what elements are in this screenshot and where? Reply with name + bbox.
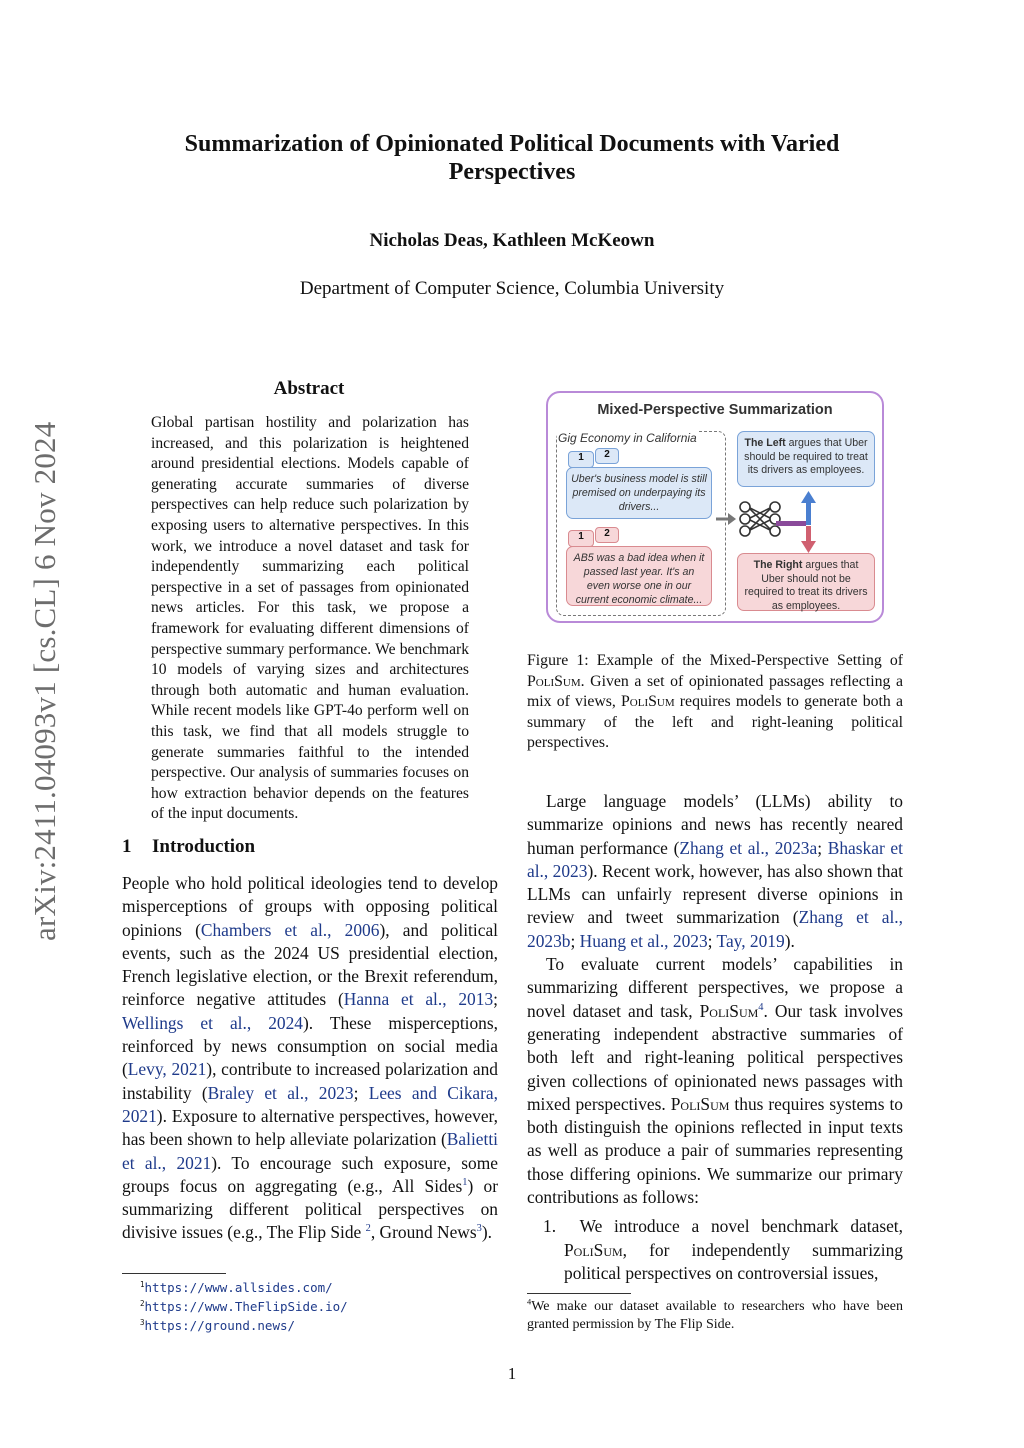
footnote-item: $^3$https://ground.news/	[140, 1317, 296, 1333]
list-item: 1. We introduce a novel benchmark dataset, PoliSum, for independently summarizing political perspectives on controversial issues,	[543, 1216, 903, 1283]
arxiv-stamp: arXiv:2411.04093v1 [cs.CL] 6 Nov 2024	[27, 421, 62, 941]
citation-link[interactable]: Bhaskar et al., 2023	[527, 837, 903, 881]
citation-link[interactable]: Zhang et al., 2023b	[527, 907, 903, 951]
footnote-marker[interactable]: 4	[758, 1001, 764, 1013]
intro-paragraph: People who hold political ideologies tend to develop misperceptions of groups with opposing political opinions (Chambers et al., 2006), and political events, such as the 2024 US presidential election, French legislative election, or the Brexit referendum, reinforce negative attitudes (Hanna et al., 2013; Wellings et al., 2024). These misperceptions, reinforced by news consumption on social media (Levy, 2021), contribute to increased polarization and instability (Braley et al., 2023; Lees and Cikara, 2021). Exposure to alternative perspectives, however, has been shown to help alleviate polarization (Balietti et al., 2021). To encourage such exposure, some groups focus on aggregating (e.g., All Sides$^1$) or summarizing different political perspectives on divisive issues (e.g., The Flip Side $^2$, Ground News$^3$).	[122, 873, 498, 1243]
footnote-url[interactable]: https://ground.news/	[144, 1318, 296, 1333]
citation-link[interactable]: Chambers et al., 2006	[200, 919, 380, 940]
figure-1	[546, 391, 884, 623]
footnote-right: $^4$We make our dataset available to researchers who have been granted permission by The Flip Side.	[527, 1297, 903, 1332]
figure-caption: Figure 1: Example of the Mixed-Perspective Setting of PoliSum. Given a set of opinionated passages reflecting a mix of views, PoliSum requires models to generate both a summary of the left and right-leaning political perspectives.	[527, 652, 903, 752]
page-number: 1	[507, 1364, 517, 1383]
footnote-url[interactable]: https://www.allsides.com/	[144, 1280, 333, 1295]
citation-link[interactable]: Braley et al., 2023	[207, 1082, 354, 1103]
passage-tab: 1	[568, 451, 594, 468]
paragraph: To evaluate current models’ capabilities in summarizing different perspectives, we propose a novel dataset and task, PoliSum$^4$. Our task involves generating independent abstractive summaries of both left and right-leaning political perspectives given collections of opinionated news passages with mixed perspectives. PoliSum thus requires systems to both distinguish the opinions reflected in input texts as well as produce a pair of summaries representing those differing opinions. We summarize our primary contributions as follows:	[527, 954, 903, 1208]
footnote-item: $^2$https://www.TheFlipSide.io/	[140, 1298, 348, 1314]
citation-link[interactable]: Balietti et al., 2021	[122, 1129, 498, 1173]
citation-link[interactable]: Hanna et al., 2013	[343, 989, 494, 1010]
footnote-rule	[527, 1293, 631, 1294]
footnote-rule	[122, 1273, 226, 1274]
footnote-marker[interactable]: 2	[365, 1223, 371, 1235]
topic-label: Gig Economy in California	[558, 431, 697, 445]
citation-link[interactable]: Wellings et al., 2024	[122, 1012, 303, 1033]
right-summary-box: The Right argues that Uber should not be required to treat its drivers as employees.	[737, 553, 875, 611]
abstract-heading: Abstract	[273, 378, 345, 399]
footnotes-left	[140, 1278, 348, 1335]
split-arrows-icon	[774, 489, 820, 555]
footnote-marker[interactable]: 1	[462, 1177, 468, 1189]
paragraph: Large language models’ (LLMs) ability to summarize opinions and news has recently neared human performance (Zhang et al., 2023a; Bhaskar et al., 2023). Recent work, however, has also shown that LLMs can unfairly represent diverse opinions in review and tweet summarization (Zhang et al., 2023b; Huang et al., 2023; Tay, 2019).	[527, 791, 904, 951]
passage-tab: 2	[595, 527, 619, 543]
citation-link[interactable]: Zhang et al., 2023a	[679, 837, 818, 858]
passage-tab: 2	[595, 448, 619, 464]
paper-title: Summarization of Opinionated Political Documents with Varied Perspectives	[184, 131, 840, 185]
footnote-item: $^1$https://www.allsides.com/	[140, 1279, 333, 1295]
citation-link[interactable]: Tay, 2019	[716, 930, 785, 951]
passage-card-left: Uber's business model is still premised on underpaying its drivers...	[566, 467, 712, 519]
passage-tab: 1	[568, 530, 594, 547]
authors: Nicholas Deas, Kathleen McKeown	[369, 230, 655, 251]
section-title: Introduction	[152, 836, 256, 857]
citation-link[interactable]: Levy, 2021	[127, 1059, 207, 1080]
contributions-list	[527, 1215, 903, 1285]
footnote-marker[interactable]: 3	[476, 1223, 482, 1235]
affiliation: Department of Computer Science, Columbia University	[299, 278, 725, 299]
figure-title: Mixed-Perspective Summarization	[597, 402, 833, 418]
passage-card-right: AB5 was a bad idea when it passed last year. It's an even worse one in our current economic climate...	[566, 546, 712, 606]
footnote-url[interactable]: https://www.TheFlipSide.io/	[144, 1299, 348, 1314]
abstract-text: Global partisan hostility and polarization has increased, and this polarization is heightened around presidential elections. Models capable of generating accurate summaries of diverse perspectives can help reduce such polarization by exposing users to alternative perspectives. In this work, we introduce a novel dataset and task for independently summarizing each political perspective in a set of passages from opinionated news articles. For this task, we propose a framework for evaluating different dimensions of perspective summary performance. We benchmark 10 models of varying sizes and architectures through both automatic and human evaluation. While recent models like GPT-4o perform well on this task, we find that all models struggle to generate summaries faithful to the intended perspective. Our analysis of summaries focuses on how extraction behavior depends on the features of the input documents.	[151, 414, 469, 823]
section-heading-introduction	[122, 836, 255, 858]
citation-link[interactable]: Huang et al., 2023	[579, 930, 708, 951]
citation-link[interactable]: Lees and Cikara, 2021	[122, 1082, 498, 1126]
right-column-body	[527, 790, 903, 1285]
section-number: 1	[122, 836, 132, 857]
left-summary-box: The Left argues that Uber should be required to treat its drivers as employees.	[737, 431, 875, 487]
